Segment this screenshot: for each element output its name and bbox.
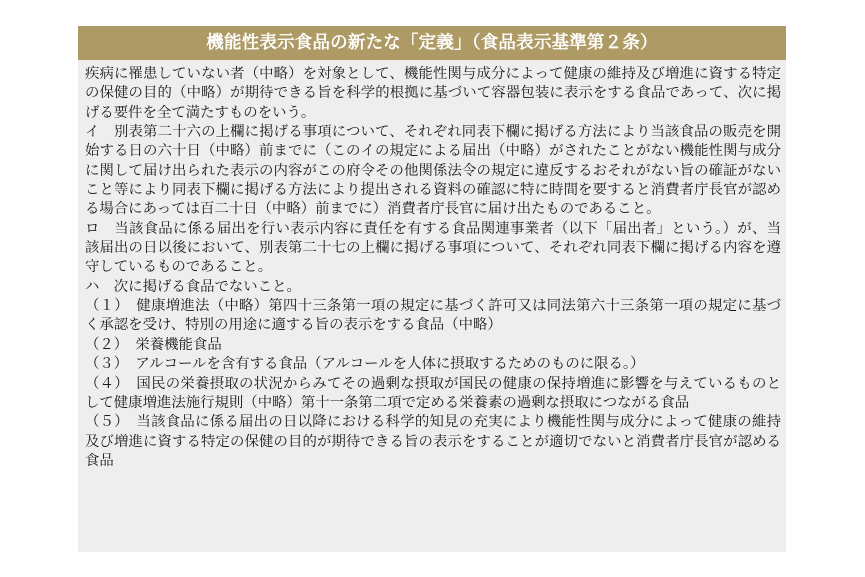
exclusion-item-5: （５） 当該食品に係る届出の日以降における科学的知見の充実により機能性関与成分によって健康の維持及び増進に資する特定の保健の目的が期待できる旨の表示をすることが適切でないと消費者庁長官が認める食品 (85, 414, 781, 469)
requirement-ro-paragraph: ロ 当該食品に係る届出を行い表示内容に責任を有する食品関連事業者（以下「届出者」という。）が、当該届出の日以後において、別表第二十七の上欄に掲げる事項について、それぞれ同表下欄に掲げる内容を遵守しているものであること。 (85, 220, 781, 276)
panel-title: 機能性表示食品の新たな「定義」（食品表示基準第２条） (78, 26, 786, 60)
exclusion-item-1: （１） 健康増進法（中略）第四十三条第一項の規定に基づく許可又は同法第六十三条第一項の規定に基づく承認を受け、特別の用途に適する旨の表示をする食品（中略） (85, 298, 781, 334)
exclusion-item-3: （３） アルコールを含有する食品（アルコールを人体に摂取するためのものに限る。） (85, 356, 645, 373)
definition-body (85, 65, 781, 471)
exclusion-item-2: （２） 栄養機能食品 (85, 336, 222, 353)
exclusion-item-4: （４） 国民の栄養摂取の状況からみてその過剰な摂取が国民の健康の保持増進に影響を与えているものとして健康増進法施行規則（中略）第十一条第二項で定める栄養素の過剰な摂取につながる食品 (85, 375, 781, 411)
definition-panel (78, 26, 786, 552)
requirement-ha-paragraph: ハ 次に掲げる食品でないこと。 (85, 278, 301, 295)
definition-intro-paragraph: 疾病に罹患していない者（中略）を対象として、機能性関与成分によって健康の維持及び増進に資する特定の保健の目的（中略）が期待できる旨を科学的根拠に基づいて容器包装に表示をする食品であって、次に掲げる要件を全て満たすものをいう。 (85, 66, 781, 121)
requirement-i-paragraph: イ 別表第二十六の上欄に掲げる事項について、それぞれ同表下欄に掲げる方法により当該食品の販売を開始する日の六十日（中略）前までに（このイの規定による届出（中略）がされたことがない機能性関与成分に関して届け出られた表示の内容がこの府令その他関係法令の規定に違反するおそれがない旨の確証がないこと等により同表下欄に掲げる方法により提出される資料の確認に特に時間を要すると消費者庁長官が認める場合にあっては百二十日（中略）前までに）消費者庁長官に届け出たものであること。 (85, 124, 781, 218)
